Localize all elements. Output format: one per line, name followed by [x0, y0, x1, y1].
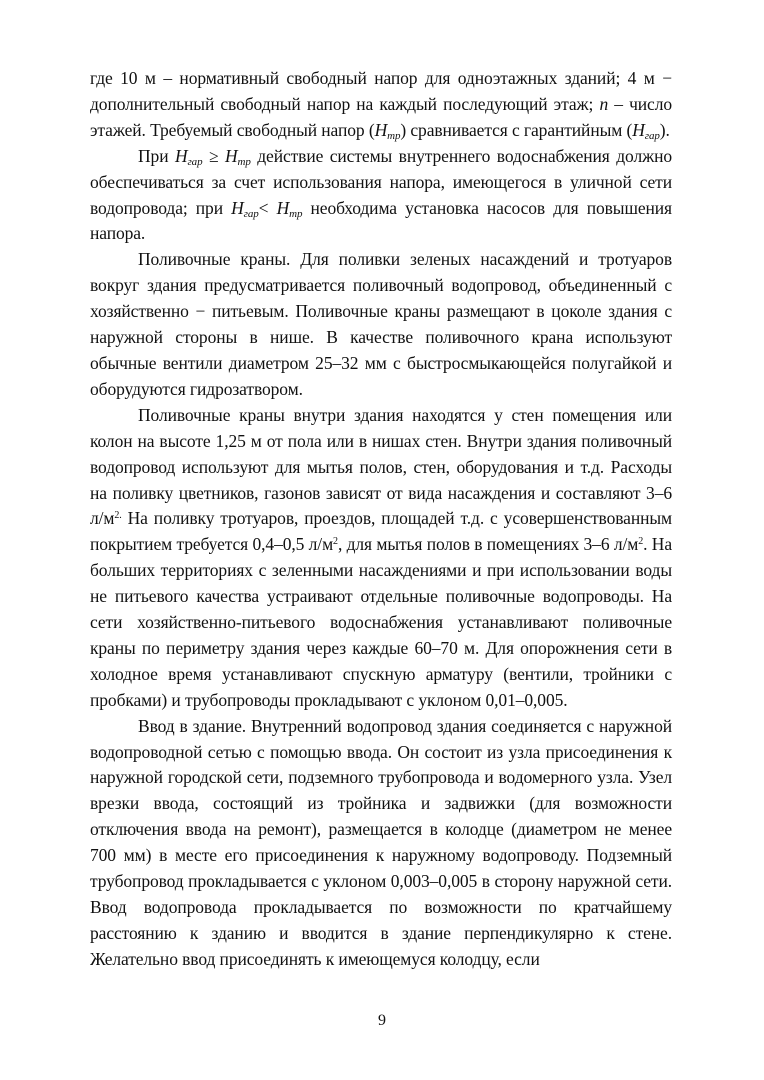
text-run: где 10 м – нормативный свободный напор для одноэтажных зданий; 4 м − дополнительный свободный напор на каждый последующий этаж;: [90, 68, 672, 114]
text-run: , для мытья полов в помещениях 3–6 л/м: [337, 534, 639, 555]
text-run: ).: [659, 119, 670, 140]
superscript: 2.: [114, 510, 122, 522]
body-text: [90, 66, 672, 973]
text-run: На поливку тротуаров, проездов, площадей т.д. с усовершенствованным покрытием требуется 0,4–0,5 л/м: [90, 508, 672, 555]
paragraph-watering-taps-inside: [90, 403, 672, 714]
text-run: Поливочные краны внутри здания находятся у стен помещения или колон на высоте 1,25 м от пола или в нишах стен. Внутри здания поливочный водопровод используют для мытья полов, стен, оборудования и т.д. Расходы на поливку цветников, газонов зависят от вида насаждения и составляют 3–6 л/м: [90, 404, 672, 529]
text-run: – число этажей. Требуемый свободный напор (: [90, 93, 672, 140]
text-run: необходима установка насосов для повышения напора.: [90, 197, 672, 244]
text-run: ) сравнивается с гарантийным (: [400, 119, 633, 140]
symbol-h-required: $H_{тр}$: [276, 197, 303, 220]
paragraph-pressure-comparison: [90, 144, 672, 248]
text-run: . На больших территориях с зеленными насаждениями и при использовании воды не питьевого качества устраивают отдельные поливочные водопроводы. На сети хозяйственно-питьевого водоснабжения устанавливают поливочные краны по периметру здания через каждые 60–70 м. Для опорожнения сети в холодное время устанавливают спускную арматуру (вентили, тройники с пробками) и трубопроводы прокладывают с уклоном 0,01–0,005.: [90, 534, 672, 710]
variable-n: n: [599, 93, 609, 114]
paragraph-head-formula-explanation: [90, 66, 672, 144]
text-run: ≥: [202, 145, 225, 166]
text-run: <: [258, 197, 277, 218]
symbol-h-required: $H_{тр}$: [224, 145, 251, 168]
symbol-h-guaranteed: $H_{гар}$: [231, 197, 259, 220]
superscript: 2: [333, 536, 338, 548]
symbol-h-guaranteed: $H_{гар}$: [632, 119, 660, 142]
symbol-h-required: $H_{тр}$: [374, 119, 401, 142]
symbol-h-guaranteed: $H_{гар}$: [174, 145, 203, 168]
paragraph-watering-taps: Поливочные краны. Для поливки зеленых насаждений и тротуаров вокруг здания предусматривается поливочный водопровод, объединенный с хозяйственно − питьевым. Поливочные краны размещают в цоколе здания с наружной стороны в нише. В качестве поливочного крана используют обычные вентили диаметром 25–32 мм с быстросмыкающейся полугайкой и оборудуются гидрозатвором.: [90, 249, 672, 399]
superscript: 2: [638, 536, 644, 548]
paragraph-building-inlet: Ввод в здание. Внутренний водопровод здания соединяется с наружной водопроводной сетью с помощью ввода. Он состоит из узла присоединения к наружной городской сети, подземного трубопровода и водомерного узла. Узел врезки ввода, состоящий из тройника и задвижки (для возможности отключения ввода на ремонт), размещается в колодце (диаметром не менее 700 мм) в месте его присоединения к наружному водопроводу. Подземный трубопровод прокладывается с уклоном 0,003–0,005 в сторону наружной сети. Ввод водопровода прокладывается по возможности по кратчайшему расстоянию к зданию и вводится в здание перпендикулярно к стене. Желательно ввод присоединять к имеющемуся колодцу, если: [90, 715, 672, 969]
text-run: действие системы внутреннего водоснабжения должно обеспечиваться за счет использования напора, имеющегося в уличной сети водопровода; при: [90, 145, 672, 218]
text-run: При: [138, 145, 175, 166]
page-number: 9: [378, 1012, 386, 1029]
